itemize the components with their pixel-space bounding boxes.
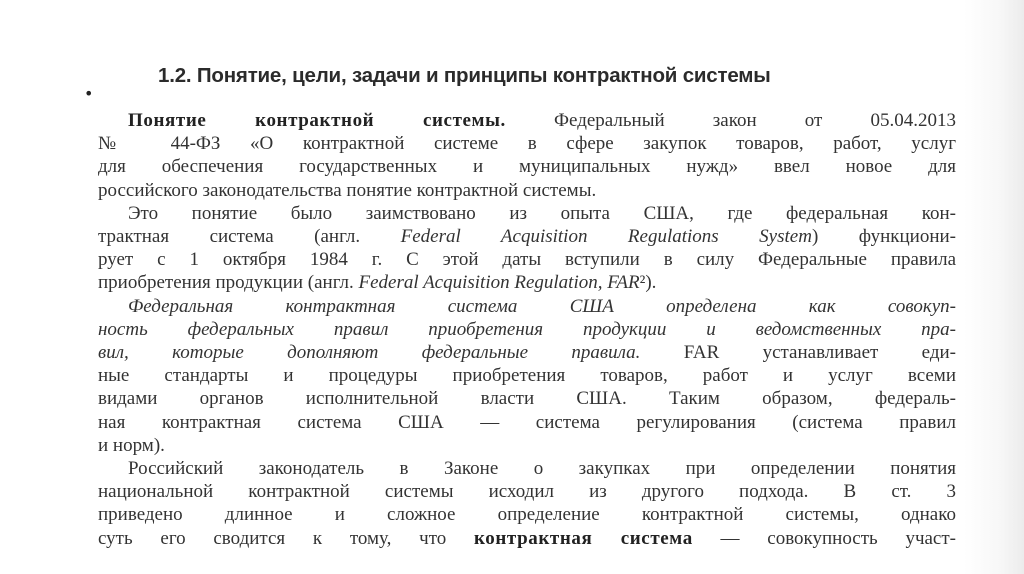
text-span: трактная система (англ. [98,226,401,248]
text-span: национальной контрактной системы исходил из другого подхода. В ст. 3 [98,481,956,503]
text-line [98,434,956,457]
text-line [98,109,956,132]
text-line [98,271,956,294]
text-span: Это понятие было заимствовано из опыта США, где федеральная кон- [128,202,956,224]
section-heading: 1.2. Понятие, цели, задачи и принципы контрактной системы [158,64,771,87]
text-span: ные стандарты и процедуры приобретения товаров, работ и услуг всеми [98,365,956,387]
bold-term: контрактная система [473,527,693,549]
text-line [98,411,956,434]
text-span: суть его сводится к тому, что [98,527,474,549]
text-span: — совокупность участ- [692,527,956,549]
text-span: № 44-ФЗ «О контрактной системе в сфере закупок товаров, работ, услуг [98,133,956,155]
text-span: Федеральный закон от 05.04.2013 [505,110,956,131]
text-line [98,225,956,248]
text-line [98,202,956,225]
text-span: FAR устанавливает еди- [640,342,956,364]
text-line [98,132,956,155]
italic-text: Federal Acquisition Regulation, FAR [358,272,640,294]
scanned-page-text [98,109,956,550]
text-line [98,387,956,410]
text-span: и норм). [98,434,165,456]
text-line [98,364,956,387]
italic-text: ность федеральных правил приобретения продукции и ведомственных пра- [98,318,956,340]
text-line [98,457,956,480]
text-span: приведено длинное и сложное определение контрактной системы, однако [98,504,956,526]
text-line [98,295,956,318]
text-line [98,527,956,550]
text-line [98,155,956,178]
bold-term: Понятие контрактной системы. [128,110,506,131]
text-span: ) функциони- [811,226,956,248]
text-line [98,503,956,526]
text-line [98,318,956,341]
bullet-marker: • [84,84,94,103]
italic-text: вил, которые дополняют федеральные правила. [98,342,641,364]
text-line [98,179,956,202]
text-line [98,341,956,364]
italic-text: Federal Acquisition Regulations System [400,226,812,248]
text-line [98,480,956,503]
text-span: Российский законодатель в Законе о закупках при определении понятия [128,458,956,480]
text-span: приобретения продукции (англ. [98,272,359,294]
text-span: рует с 1 октября 1984 г. С этой даты вступили в силу Федеральные правила [98,249,956,271]
italic-text: Федеральная контрактная система США определена как совокуп- [128,295,956,317]
page-edge-shadow [964,0,1024,574]
text-span: для обеспечения государственных и муниципальных нужд» ввел новое для [98,156,956,178]
text-span: ная контрактная система США — система регулирования (система правил [98,411,956,433]
text-span: российского законодательства понятие контрактной системы. [98,179,597,201]
text-span: видами органов исполнительной власти США. Таким образом, федераль- [98,388,956,410]
text-span: ²). [639,272,657,294]
text-line [98,248,956,271]
